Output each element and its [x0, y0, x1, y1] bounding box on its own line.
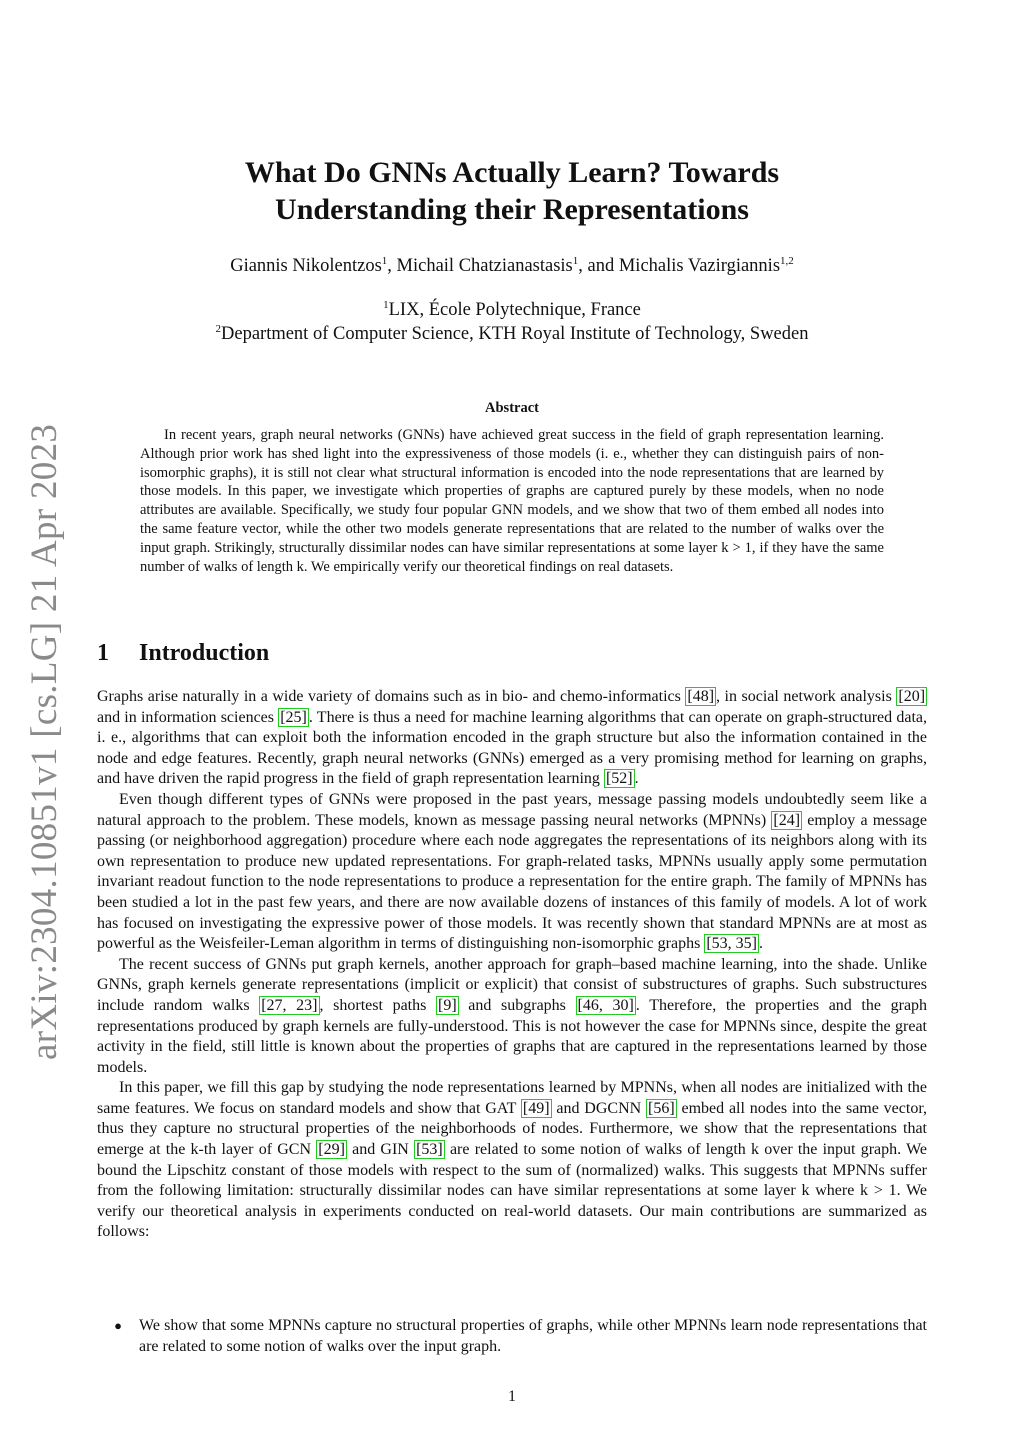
author-1-affil: 1 [381, 255, 388, 267]
author-3-affil: 1,2 [780, 255, 794, 267]
page-number: 1 [508, 1388, 516, 1405]
title-line-2: Understanding their Representations [275, 193, 749, 226]
paragraph-text: . Therefore, the properties and the graph representations produced by graph kernels are fully-understood. This is not however the case for MPNNs since, despite the great activity in the field, still little is known about the properties of graphs that are captured in the representations learned by those models. [97, 996, 928, 1076]
section-number: 1 [97, 640, 109, 666]
paragraph-text: and DGCNN [551, 1099, 647, 1117]
abstract-heading: Abstract [485, 400, 539, 416]
introduction-body [97, 687, 927, 1243]
paragraph-text: and in information sciences [97, 708, 279, 726]
author-2: , Michail Chatzianastasis [387, 256, 573, 276]
paragraph-text: The recent success of GNNs put graph kernels, another approach for graph–based machine learning, into the shade. Unlike GNNs, graph kernels generate representations (implicit or explicit) that consist of substructures of graphs. Such substructures include random walks [97, 955, 927, 1014]
arxiv-identifier-stamp: arXiv:2304.10851v1 [cs.LG] 21 Apr 2023 [24, 423, 65, 1060]
citation-link[interactable]: [9] [437, 996, 457, 1014]
citation-link[interactable]: [48] [687, 688, 715, 705]
citation-link[interactable]: [24] [773, 811, 801, 829]
abstract-text: In recent years, graph neural networks (GNNs) have achieved great success in the field of graph representation learning. Although prior work has shed light into the expressiveness of those models (i. e., whether they can distinguish pairs of non-isomorphic graphs), it is still not clear what structural information is encoded into the node representations that are learned by those models. In this paper, we investigate which properties of graphs are captured purely by these models, when no node attributes are available. Specifically, we study four popular GNN models, and we show that two of them embed all nodes into the same feature vector, while the other two models generate representations that are related to the number of walks over the input graph. Strikingly, structurally dissimilar nodes can have similar representations at some layer k > 1, if they have the same number of walks of length k. We empirically verify our theoretical findings on real datasets. [140, 427, 884, 575]
affiliation-2-text: Department of Computer Science, KTH Royal Institute of Technology, Sweden [221, 324, 809, 344]
affiliation-2-marker: 2 [215, 323, 221, 335]
citation-link[interactable]: [53] [416, 1141, 443, 1159]
title-line-1: What Do GNNs Actually Learn? Towards [244, 156, 780, 189]
paragraph-text: are related to some notion of walks of length k over the input graph. We bound the Lipschitz constant of those models with respect to the sum of (normalized) walks. This suggests that MPNNs suffer from the following limitation: structurally dissimilar nodes can have similar representations at some layer k where k > 1. We verify our theoretical analysis in experiments conducted on real-world datasets. Our main contributions are summarized as follows: [97, 1141, 927, 1241]
citation-link[interactable]: [52] [605, 770, 633, 788]
section-heading [97, 640, 269, 667]
list-item [97, 1316, 927, 1357]
paragraph-text: In this paper, we fill this gap by studying the node representations learned by MPNNs, when all nodes are initialized with the same features. We focus on standard models and show that GAT [97, 1079, 927, 1117]
citation-link[interactable]: [27, 23] [261, 996, 318, 1014]
affiliation-1-text: LIX, École Polytechnique, France [388, 300, 641, 320]
author-3: , and Michalis Vazirgiannis [578, 256, 781, 276]
author-2-affil: 1 [572, 255, 579, 267]
paragraph-text: , in social network analysis [716, 688, 897, 705]
paragraph-2 [97, 790, 927, 955]
paragraph-text: and subgraphs [458, 996, 576, 1014]
paragraph-text: Graphs arise naturally in a wide variety of domains such as in bio- and chemo-informatics [97, 688, 686, 705]
citation-link[interactable]: [29] [318, 1141, 345, 1159]
citation-link[interactable]: [20] [898, 688, 926, 705]
paragraph-text: . There is thus a need for machine learning algorithms that can operate on graph-structured data, i. e., algorithms that can exploit both the information encoded in the graph structure but also the information contained in the node and edge features. Recently, graph neural networks (GNNs) emerged as a very promising method for learning on graphs, and have driven the rapid progress in the field of graph representation learning [97, 708, 928, 788]
citation-link[interactable]: [46, 30] [577, 996, 634, 1014]
affiliation-2 [120, 322, 904, 346]
citation-link[interactable]: [56] [648, 1099, 675, 1117]
paragraph-text: and GIN [346, 1141, 415, 1159]
affiliations [120, 298, 904, 346]
list-item-text: We show that some MPNNs capture no structural properties of graphs, while other MPNNs learn node representations that are related to some notion of walks over the input graph. [139, 1317, 927, 1355]
paragraph-3 [97, 955, 927, 1079]
section-title: Introduction [139, 640, 270, 666]
paragraph-text: , shortest paths [319, 996, 436, 1014]
paragraph-4 [97, 1078, 927, 1243]
affiliation-1-marker: 1 [383, 299, 389, 311]
paragraph-text: employ a message passing (or neighborhood aggregation) procedure where each node aggregates the representations of its neighbors along with its own representation to produce new updated representations. For graph-related tasks, MPNNs usually apply some permutation invariant readout function to the node representations to produce a representation for the entire graph. The family of MPNNs has been studied a lot in the past few years, and there are now available dozens of instances of this family of models. A lot of work has focused on investigating the expressive power of those models. It was recently shown that standard MPNNs are at most as powerful as the Weisfeiler-Leman algorithm in terms of distinguishing non-isomorphic graphs [97, 811, 927, 953]
paragraph-text: . [758, 935, 763, 953]
author-list [120, 256, 904, 277]
author-1: Giannis Nikolentzos [230, 256, 382, 276]
paper-title [120, 154, 904, 228]
affiliation-1 [120, 298, 904, 322]
citation-link[interactable]: [25] [280, 708, 307, 726]
citation-link[interactable]: [53, 35] [706, 935, 757, 953]
paragraph-text: Even though different types of GNNs were proposed in the past years, message passing models undoubtedly seem like a natural approach to the problem. These models, known as message passing neural networks (MPNNs) [97, 790, 927, 829]
paragraph-1 [97, 687, 927, 790]
contributions-list [97, 1316, 927, 1357]
paragraph-text: embed all nodes into the same vector, thus they capture no structural properties of the neighborhoods of nodes. Furthermore, we show that the representations that emerge at the k-th layer of GCN [97, 1099, 928, 1159]
citation-link[interactable]: [49] [522, 1099, 550, 1117]
paragraph-text: . [634, 770, 639, 788]
bullet-icon: ● [114, 1318, 122, 1333]
